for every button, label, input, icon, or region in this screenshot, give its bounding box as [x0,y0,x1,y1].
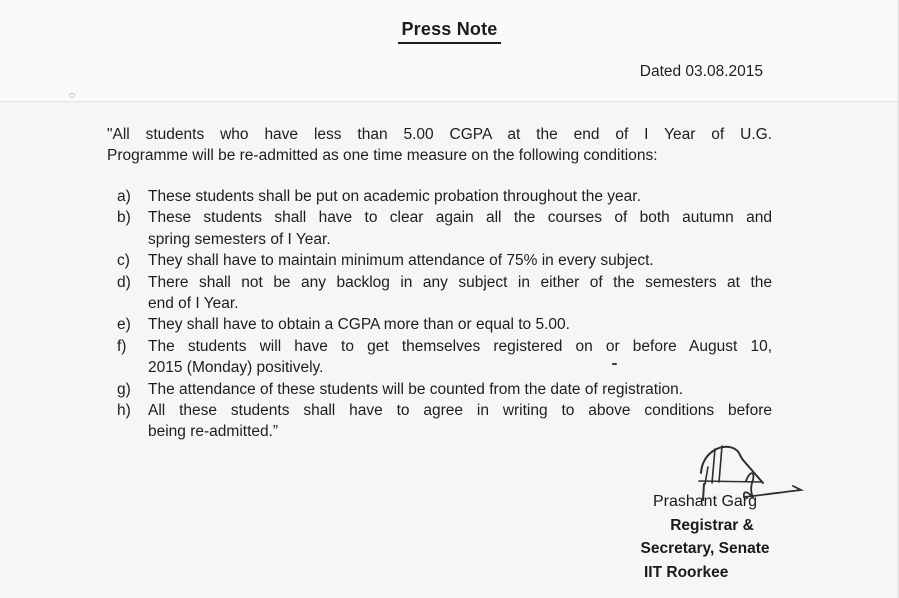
signatory-title-line: Registrar & [670,516,754,534]
signatory-title-line: IIT Roorkee [644,563,729,581]
condition-text: They shall have to maintain minimum attendance of 75% in every subject. [148,252,654,270]
condition-label: e) [117,316,131,334]
intro-line: Programme will be re-admitted as one time measure on the following conditions: [107,147,658,165]
condition-label: c) [117,252,130,270]
condition-text: These students shall have to clear again all the courses of both autumn and spring semesters of I Year. [148,209,772,248]
intro-paragraph [107,124,772,167]
intro-line: "All students who have less than 5.00 CGPA at the end of I Year of U.G. [107,126,772,143]
condition-label: b) [117,209,131,227]
condition-text: There shall not be any backlog in any subject in either of the semesters at the end of I Year. [148,273,772,313]
condition-item-b [117,207,772,250]
condition-item-g [117,379,772,400]
condition-item-d [117,272,772,315]
condition-label: h) [117,402,131,420]
condition-item-c [117,250,772,271]
condition-text: They shall have to obtain a CGPA more than or equal to 5.00. [148,316,570,334]
condition-text: The students will have to get themselves registered on or before August 10, 2015 (Monday) positively. [148,337,772,377]
condition-label: a) [117,188,131,205]
title-row [0,19,899,44]
condition-label: d) [117,273,131,291]
conditions-list [117,186,772,443]
signatory-name: Prashant Garg [652,493,758,510]
condition-item-e [117,314,772,335]
condition-text: These students shall be put on academic probation throughout the year. [148,188,641,205]
condition-text: All these students shall have to agree in writing to above conditions before being re-admitted.” [148,402,772,441]
scan-top-strip [0,0,899,101]
date-line: Dated 03.08.2015 [639,63,763,80]
signature-block [638,490,772,584]
scan-artifact-line [0,101,899,102]
condition-label: f) [117,337,127,355]
condition-label: g) [117,380,131,398]
condition-item-a [117,186,772,207]
signatory-title-line: Secretary, Senate [640,540,770,558]
condition-item-f [117,336,772,379]
page-title: Press Note [398,19,500,44]
paper-speck [69,93,75,98]
scan-ink-speck [612,363,617,365]
condition-text: The attendance of these students will be counted from the date of registration. [148,380,684,398]
condition-item-h [117,400,772,443]
